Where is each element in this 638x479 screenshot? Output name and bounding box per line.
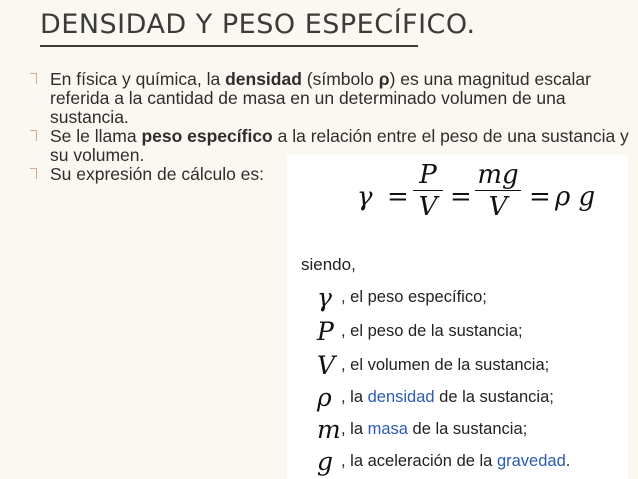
def-desc: , el peso de la sustancia; [341,322,523,340]
def-var: V [317,351,336,380]
def-desc-post: de la sustancia; [407,420,528,438]
bullet-2-pre: Se le llama [50,126,142,146]
formula-fraction-p-v [411,160,445,223]
definition-g [317,447,622,475]
masa-link[interactable]: masa [367,420,408,438]
def-var: g [317,447,334,476]
bullet-1-post: ) es una magnitud escalar referida a la cantidad de masa en un determinado volumen de una sustancia. [50,69,591,127]
formula-den-v: V [418,192,438,222]
formula-equals-3: = [529,182,551,212]
formula-image [287,155,628,479]
densidad-link[interactable]: densidad [367,388,435,406]
bullet-marker-icon [30,73,37,84]
definition-gamma [317,283,622,311]
definition-m [317,415,622,443]
bullet-3-text: Su expresión de cálculo es: [50,164,265,184]
slide-title: DENSIDAD Y PESO ESPECÍFICO. [40,9,476,40]
def-var: P [317,317,334,346]
def-var: m [317,415,341,444]
formula-equals-1: = [387,182,409,212]
def-var: γ [317,283,332,312]
def-var: ρ [317,383,332,412]
def-desc: , el volumen de la sustancia; [341,356,550,374]
def-desc-pre: , la [341,388,368,406]
bullet-1-pre: En física y química, la [50,69,226,89]
bullet-1-sym-pre: (símbolo [301,69,379,89]
def-desc-post: . [565,452,571,470]
bullet-2-post: a la relación entre el peso de una sustancia y su volumen. [50,126,629,165]
siendo-label: siendo, [301,255,356,274]
definition-v [317,351,622,379]
formula-den-v: V [488,192,508,222]
def-desc-pre: , la [341,420,368,438]
bullet-2-bold: peso específico [141,126,273,146]
bullet-marker-icon [30,168,37,179]
def-desc-post: de la sustancia; [434,388,554,406]
formula-num-mg: mg [477,160,519,190]
bullet-1-symbol: ρ [378,69,390,89]
bullet-item-densidad [30,70,610,127]
bullet-1-bold: densidad [225,69,302,89]
formula-fraction-mg-v [473,160,523,223]
gravedad-link[interactable]: gravedad [496,452,566,470]
formula-num-p: P [419,160,437,190]
specific-weight-formula [287,155,628,245]
formula-rho-g: ρ g [555,182,596,212]
title-underline [40,45,418,47]
bullet-marker-icon [30,130,37,141]
definition-p [317,317,622,345]
formula-gamma: γ [357,182,373,212]
formula-equals-2: = [450,182,472,212]
def-desc-pre: , la aceleración de la [341,452,497,470]
def-desc: , el peso específico; [341,288,487,306]
definition-rho [317,383,622,411]
